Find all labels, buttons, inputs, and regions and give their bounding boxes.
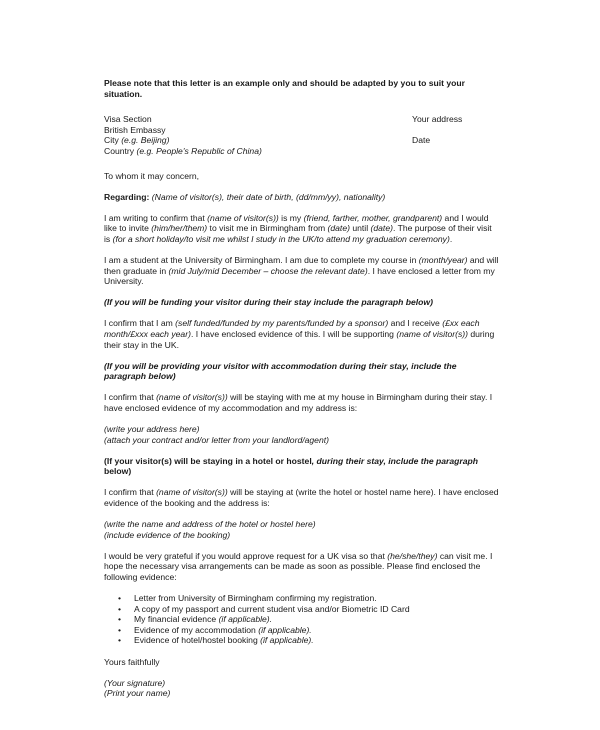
example-note: Please note that this letter is an example only and should be adapted by you to suit your situation.	[104, 78, 466, 99]
sender-block	[412, 114, 500, 156]
list-item: • Evidence of my accommodation (if applicable).	[134, 625, 500, 636]
sender-address: Your address	[412, 114, 463, 125]
funding-heading: (If you will be funding your visitor during their stay include the paragraph below)	[104, 297, 433, 308]
signature-line: (Your signature)	[104, 677, 166, 688]
recipient-line-1: Visa Section	[104, 114, 152, 125]
salutation: To whom it may concern,	[104, 170, 200, 181]
recipient-address	[104, 114, 262, 156]
hotel-heading: (If your visitor(s) will be staying in a hotel or hostel, during their stay, include the paragraph below)	[104, 455, 479, 477]
accommodation-paragraph: I confirm that (name of visitor(s)) will be staying with me at my house in Birmingham during their stay. I have enclosed evidence of my accommodation and my address is:	[104, 392, 493, 413]
hotel-paragraph: I confirm that (name of visitor(s)) will be staying at (write the hotel or hostel name here). I have enclosed evidence of the booking and the address is:	[104, 487, 499, 509]
list-item: • A copy of my passport and current student visa and/or Biometric ID Card	[134, 604, 500, 615]
recipient-city: City (e.g. Beijing)	[104, 135, 170, 146]
address-block	[104, 114, 500, 156]
invitation-paragraph: I am writing to confirm that (name of visitor(s)) is my (friend, farther, mother, grandparent) and I would like to invite (him/her/them) to visit me in Birmingham from (date) until (date). The purpose of their visit is (for a short holiday/to visit me whilst I study in the UK/to attend my graduation ceremony).	[104, 212, 492, 244]
list-item: • Evidence of hotel/hostel booking (if applicable).	[134, 635, 500, 646]
closing: Yours faithfully	[104, 656, 160, 667]
regarding-line: Regarding: (Name of visitor(s), their date of birth, (dd/mm/yy), nationality)	[104, 191, 386, 202]
signature-block	[104, 678, 500, 699]
accommodation-heading: (If you will be providing your visitor with accommodation during their stay, include the paragraph below)	[104, 360, 457, 382]
recipient-line-2: British Embassy	[104, 124, 166, 135]
sender-date: Date	[412, 135, 431, 146]
evidence-list	[104, 593, 500, 646]
address-placeholder: (write your address here) (attach your contract and/or letter from your landlord/agent)	[104, 424, 329, 445]
funding-paragraph: I confirm that I am (self funded/funded by my parents/funded by a sponsor) and I receive (£xx each month/£xxx each year). I have enclosed evidence of this. I will be supporting (name of visitor(s)) during their stay in the UK.	[104, 318, 495, 350]
list-item: • My financial evidence (if applicable).	[134, 614, 500, 625]
hotel-placeholder: (write the name and address of the hotel or hostel here) (include evidence of the booking)	[104, 519, 316, 540]
request-paragraph: I would be very grateful if you would approve request for a UK visa so that (he/she/they) can visit me. I hope the necessary visa arrangements can be made as soon as possible. Please find enclosed the following evidence:	[104, 550, 493, 582]
printed-name-line: (Print your name)	[104, 688, 171, 699]
student-paragraph: I am a student at the University of Birmingham. I am due to complete my course in (month/year) and will then graduate in (mid July/mid December – choose the relevant date). I have enclosed a letter from my University.	[104, 255, 499, 287]
recipient-country: Country (e.g. People's Republic of China)	[104, 145, 262, 156]
list-item: • Letter from University of Birmingham confirming my registration.	[134, 593, 500, 604]
